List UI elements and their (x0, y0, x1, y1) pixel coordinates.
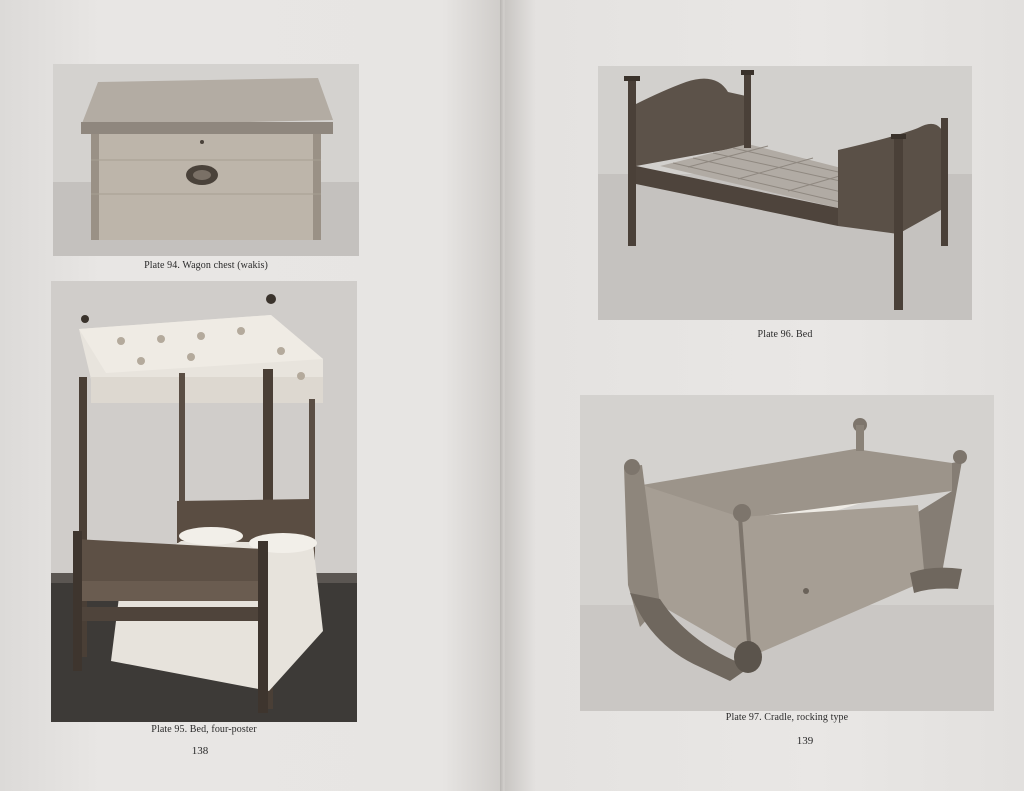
plate-97-caption: Plate 97. Cradle, rocking type (725, 712, 849, 723)
left-page (0, 0, 503, 791)
cradle-image (580, 395, 994, 711)
bed-image (598, 66, 972, 320)
plate-96-caption: Plate 96. Bed (757, 329, 813, 340)
plate-95-photo (51, 281, 357, 722)
plate-95-caption: Plate 95. Bed, four-poster (151, 724, 257, 735)
four-poster-bed-image (51, 281, 357, 722)
wagon-chest-image (53, 64, 359, 256)
plate-96-photo (598, 66, 972, 320)
plate-94-photo (53, 64, 359, 256)
plate-97-photo (580, 395, 994, 711)
page-number-right: 139 (796, 735, 814, 747)
right-page (505, 0, 1024, 791)
plate-94-caption: Plate 94. Wagon chest (wakis) (144, 260, 268, 271)
page-number-left: 138 (191, 745, 209, 757)
